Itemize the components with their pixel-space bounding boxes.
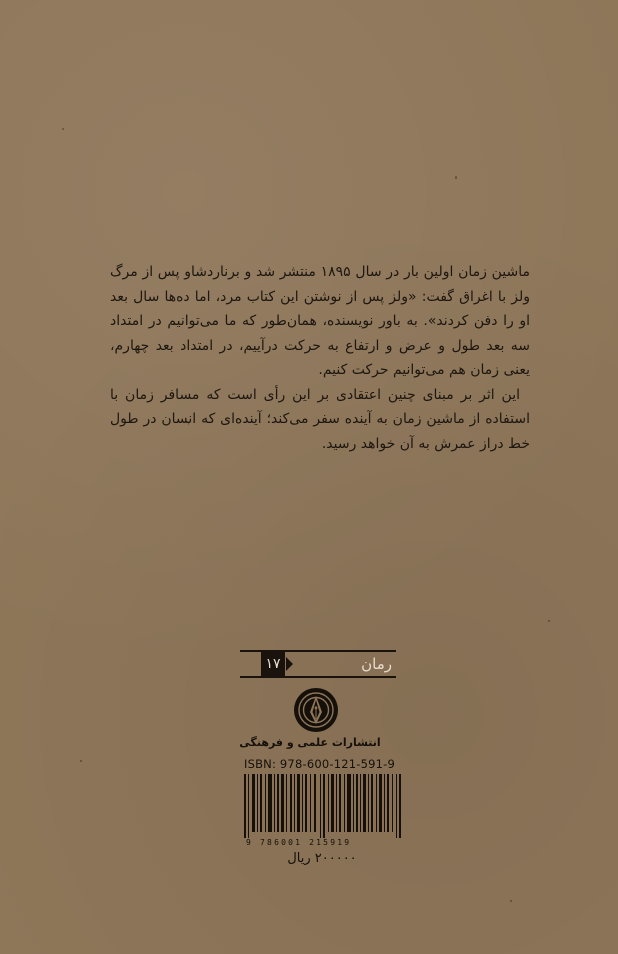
price-label: ۲۰۰۰۰۰ ریال [287, 851, 357, 866]
series-number: ۱۷ [261, 652, 285, 676]
blurb-paragraph-1: ماشین زمان اولین بار در سال ۱۸۹۵ منتشر شد و برنارد‌شاو پس از مرگ ولز با اغراق گفت: «ولز پس از نوشتن این کتاب مرد، اما ده‌ها سال بعد او را دفن کردند». به باور نویسنده، همان‌طور که ما می‌توانیم در امتداد سه بعد طول و عرض و ارتفاع به حرکت درآییم، در امتداد بعد چهارم، یعنی زمان هم می‌توانیم حرکت کنیم. [110, 264, 530, 378]
paper-fleck [80, 760, 82, 762]
series-band [240, 650, 396, 680]
paper-fleck [548, 620, 550, 622]
barcode-digits: 9 786001 215919 [246, 838, 352, 847]
blurb-text [110, 260, 530, 456]
paper-fleck [62, 128, 64, 130]
isbn-number: ISBN: 978-600-121-591-9 [244, 757, 396, 771]
paper-fleck [455, 176, 457, 179]
series-label: رمان [361, 655, 392, 673]
series-band-bottom-rule [240, 676, 396, 678]
blurb-paragraph-2: این اثر بر مبنای چنین اعتقادی بر این رأی است که مسافر زمان با استفاده از ماشین زمان به آینده سفر می‌کند؛ آینده‌ای که انسان در طول خط دراز عمرش به آن خواهد رسید. [110, 386, 530, 452]
paper-fleck [510, 900, 512, 902]
isbn-barcode [240, 774, 408, 838]
publisher-name: انتشارات علمی و فرهنگی [239, 736, 381, 749]
publisher-pen-logo-icon [292, 686, 340, 734]
